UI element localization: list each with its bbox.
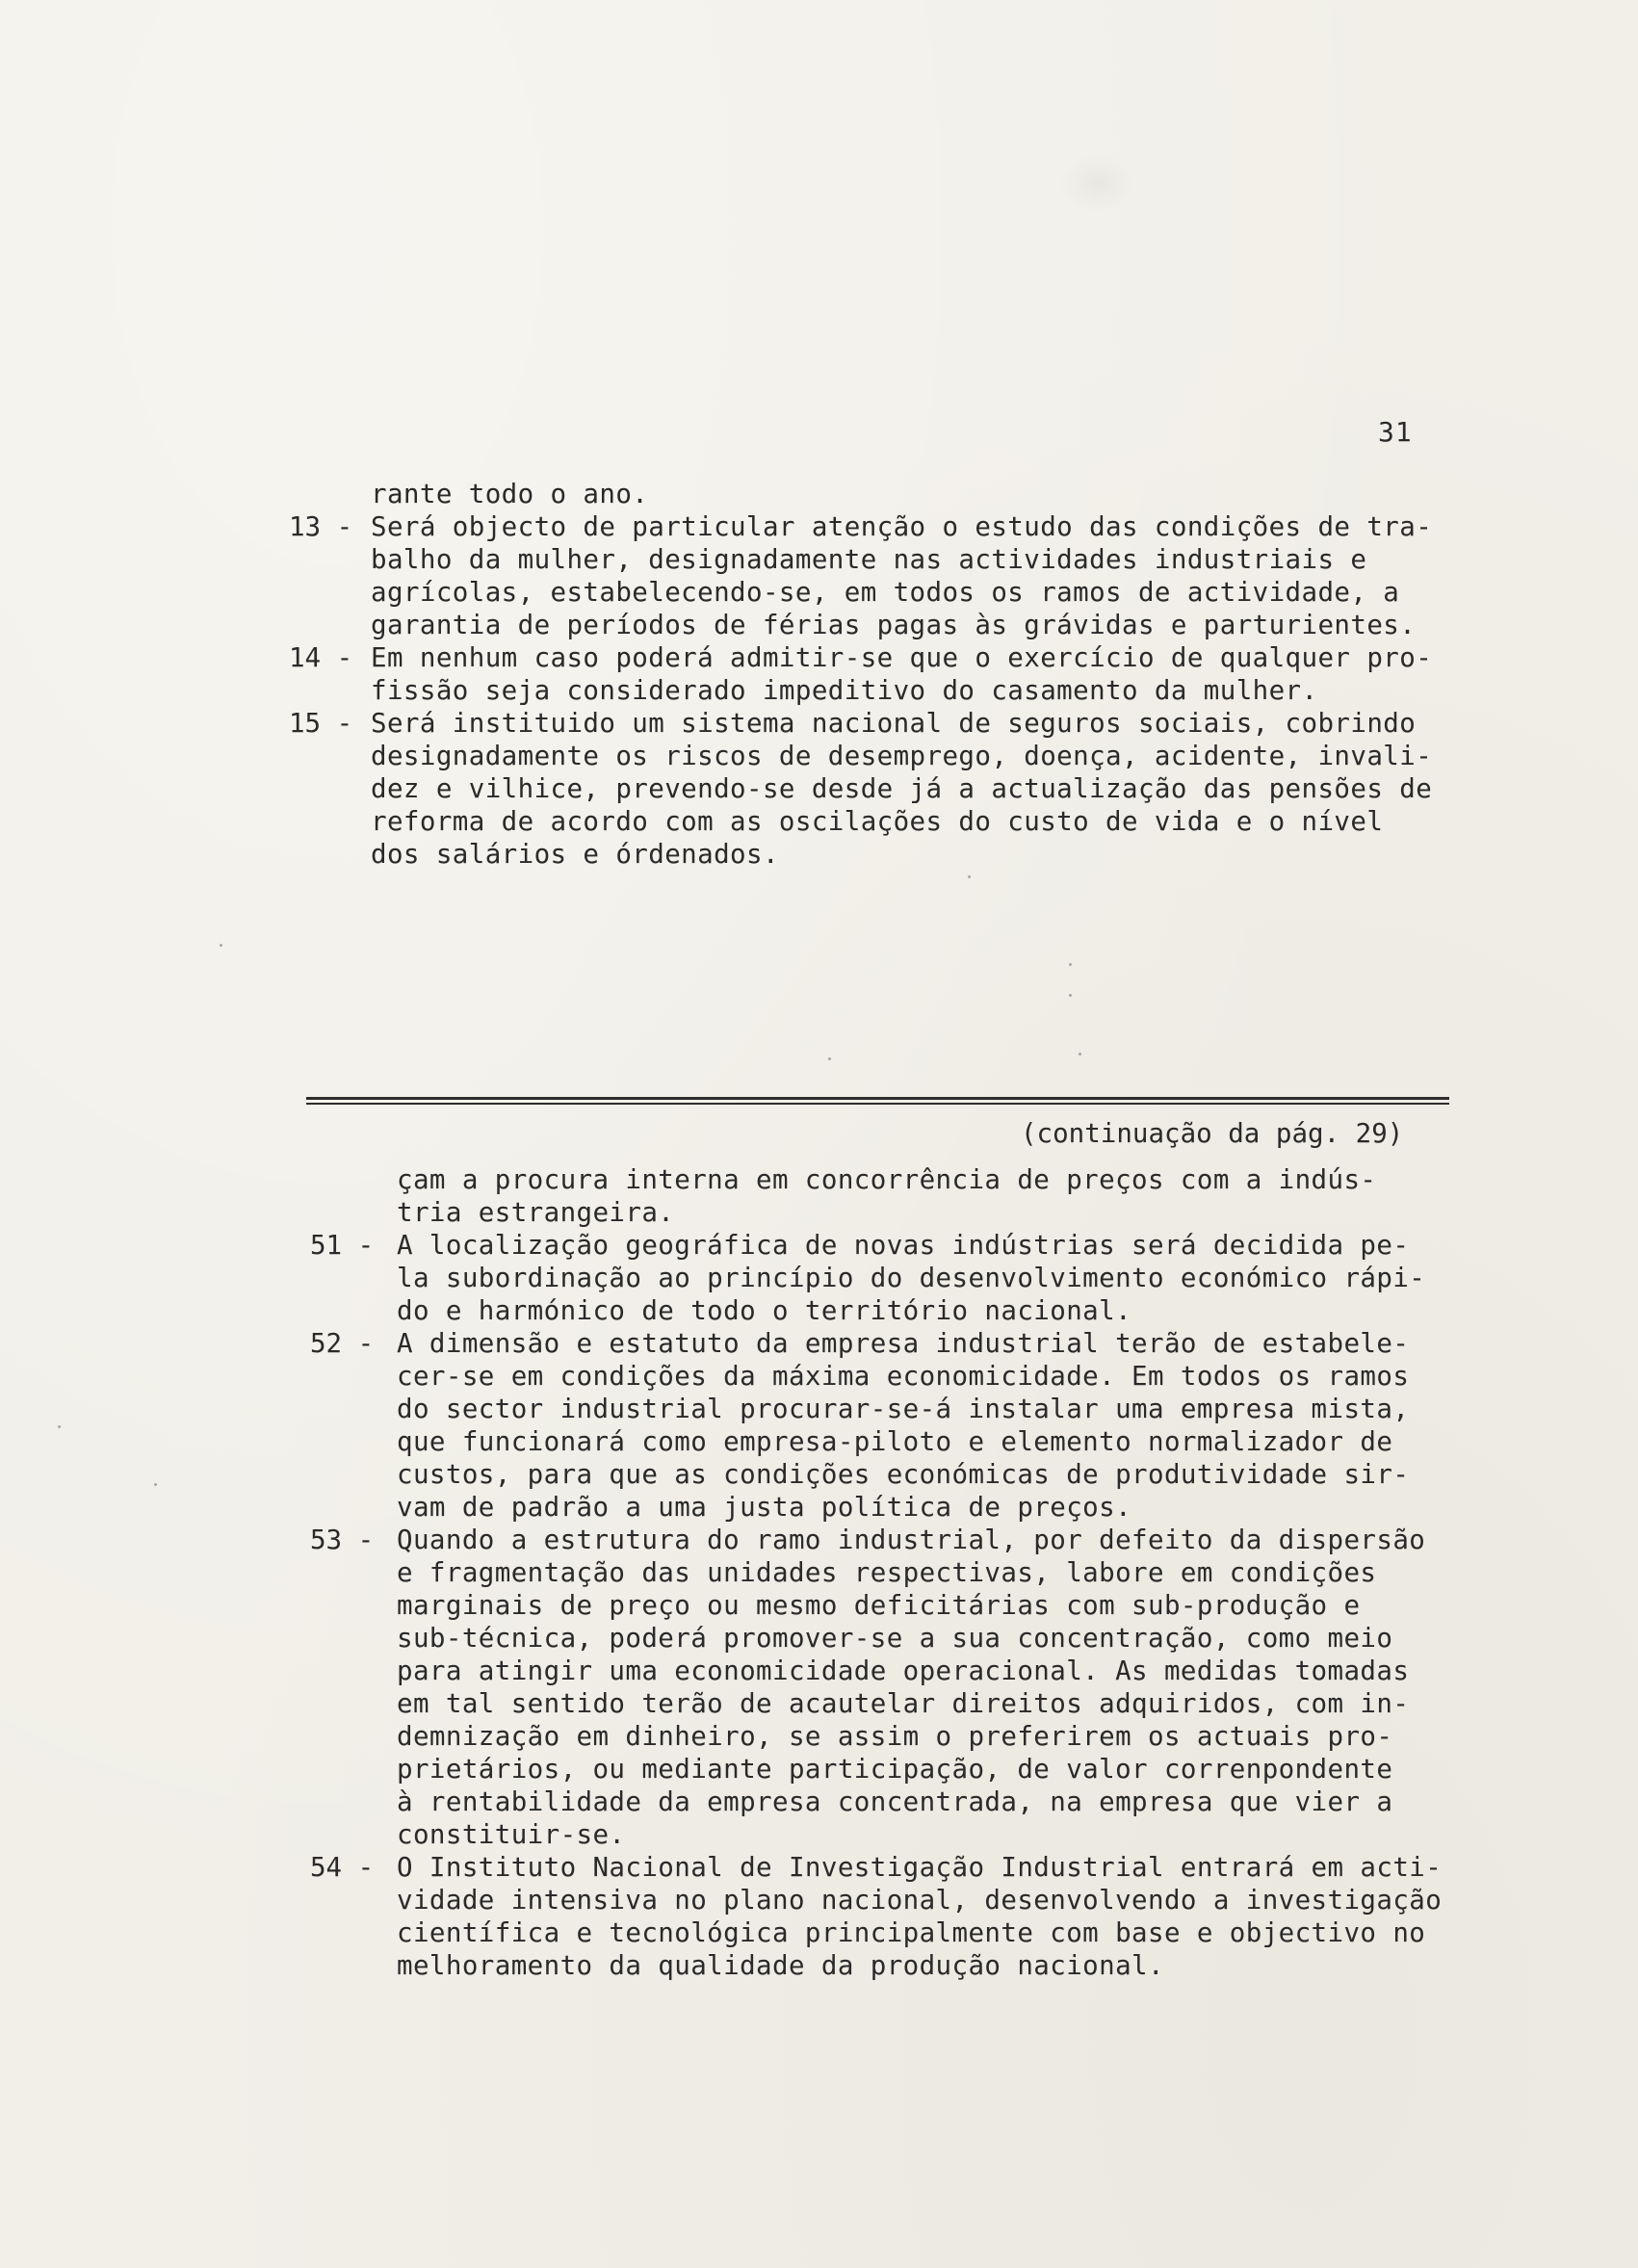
text-line: dez e vilhice, prevendo-se desde já a actualização das pensões de (371, 773, 1433, 804)
scan-speck (220, 944, 222, 947)
continuation-note: (continuação da pág. 29) (1021, 1118, 1404, 1149)
text-line: la subordinação ao princípio do desenvolvimento económico rápi- (397, 1263, 1426, 1293)
text-line: à rentabilidade da empresa concentrada, na empresa que vier a (397, 1786, 1393, 1817)
scan-speck (58, 1425, 61, 1428)
text-line: prietários, ou mediante participação, de valor correnpondente (397, 1754, 1393, 1785)
page-number: 31 (1378, 416, 1413, 448)
text-line: O Instituto Nacional de Investigação Industrial entrará em acti- (397, 1852, 1443, 1883)
text-line: do e harmónico de todo o território nacional. (397, 1295, 1132, 1326)
text-line: constituir-se. (397, 1819, 626, 1850)
text-line: çam a procura interna em concorrência de preços com a indús- (397, 1164, 1377, 1195)
section-divider (306, 1097, 1449, 1100)
text-line: do sector industrial procurar-se-á instalar uma empresa mista, (397, 1394, 1410, 1424)
text-line: custos, para que as condições económicas de produtividade sir- (397, 1459, 1410, 1490)
text-line: sub-técnica, poderá promover-se a sua concentração, como meio (397, 1623, 1393, 1654)
paper-bleed-through (1059, 154, 1136, 212)
item-number-14: 14 - (289, 642, 353, 673)
text-line: tria estrangeira. (397, 1197, 675, 1228)
text-line: dos salários e órdenados. (371, 839, 779, 870)
text-line: Será instituido um sistema nacional de seguros sociais, cobrindo (371, 708, 1417, 739)
scan-speck (154, 1483, 157, 1486)
scan-speck (1069, 994, 1072, 997)
text-line: agrícolas, estabelecendo-se, em todos os ramos de actividade, a (371, 577, 1400, 608)
text-line: balho da mulher, designadamente nas actividades industriais e (371, 544, 1367, 575)
text-line: rante todo o ano. (371, 479, 649, 509)
text-line: cer-se em condições da máxima economicidade. Em todos os ramos (397, 1361, 1410, 1392)
text-line: A dimensão e estatuto da empresa industrial terão de estabele- (397, 1328, 1410, 1359)
text-line: vidade intensiva no plano nacional, desenvolvendo a investigação (397, 1885, 1443, 1916)
text-line: científica e tecnológica principalmente com base e objectivo no (397, 1917, 1426, 1948)
text-line: A localização geográfica de novas indústrias será decidida pe- (397, 1230, 1410, 1261)
text-line: Em nenhum caso poderá admitir-se que o exercício de qualquer pro- (371, 642, 1433, 673)
text-line: em tal sentido terão de acautelar direitos adquiridos, com in- (397, 1688, 1410, 1719)
text-line: Quando a estrutura do ramo industrial, por defeito da dispersão (397, 1525, 1426, 1555)
item-number-15: 15 - (289, 708, 353, 739)
item-number-54: 54 - (310, 1852, 375, 1883)
text-line: designadamente os riscos de desemprego, doença, acidente, invali- (371, 741, 1433, 771)
item-number-51: 51 - (310, 1230, 375, 1261)
scan-speck (828, 1057, 831, 1060)
text-line: Será objecto de particular atenção o estudo das condições de tra- (371, 511, 1433, 542)
scan-speck (1069, 963, 1072, 966)
text-line: garantia de períodos de férias pagas às grávidas e parturientes. (371, 610, 1417, 640)
item-number-53: 53 - (310, 1525, 375, 1555)
text-line: e fragmentação das unidades respectivas, labore em condições (397, 1557, 1377, 1588)
section-divider-underline (306, 1103, 1449, 1105)
text-line: para atingir uma economicidade operacional. As medidas tomadas (397, 1655, 1410, 1686)
text-line: que funcionará como empresa-piloto e elemento normalizador de (397, 1426, 1393, 1457)
text-line: fissão seja considerado impeditivo do casamento da mulher. (371, 675, 1318, 706)
item-number-13: 13 - (289, 511, 353, 542)
scan-speck (968, 875, 971, 878)
text-line: vam de padrão a uma justa política de preços. (397, 1492, 1132, 1523)
text-line: melhoramento da qualidade da produção nacional. (397, 1950, 1164, 1981)
item-number-52: 52 - (310, 1328, 375, 1359)
text-line: marginais de preço ou mesmo deficitárias com sub-produção e (397, 1590, 1361, 1621)
text-line: demnização em dinheiro, se assim o preferirem os actuais pro- (397, 1721, 1393, 1752)
text-line: reforma de acordo com as oscilações do custo de vida e o nível (371, 806, 1384, 837)
scan-speck (1079, 1053, 1081, 1056)
